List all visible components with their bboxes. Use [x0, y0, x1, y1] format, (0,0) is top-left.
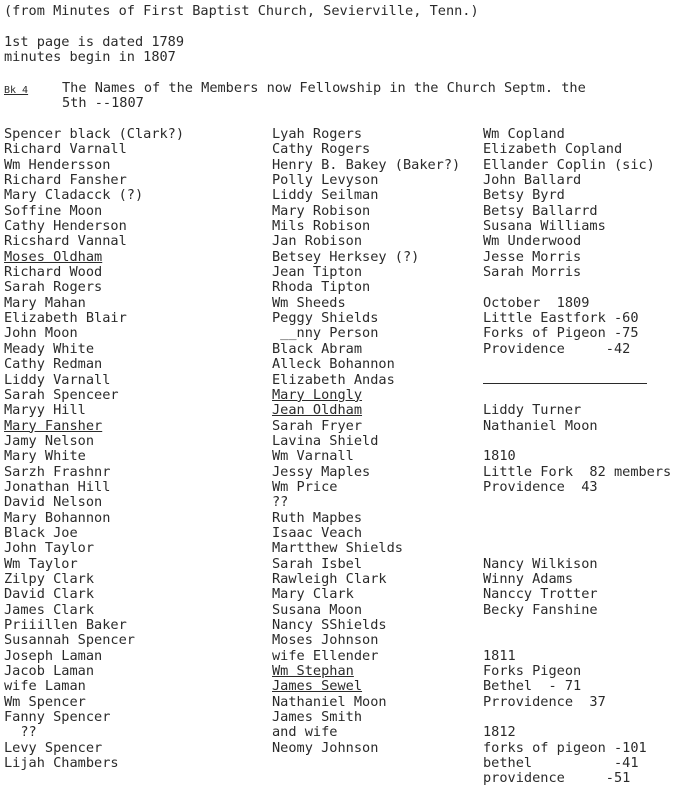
- page-reference: Bk 4: [4, 85, 29, 96]
- member-name: John Taylor: [4, 540, 95, 557]
- member-name: Rawleigh Clark: [272, 570, 387, 587]
- member-name: Rhoda Tipton: [272, 279, 371, 296]
- member-column-3: [483, 127, 671, 787]
- member-name: Mary Longly: [272, 386, 363, 403]
- member-name: Soffine Moon: [4, 202, 103, 219]
- member-name: James Smith: [272, 709, 363, 726]
- member-name: Cathy Rogers: [272, 141, 371, 158]
- member-name: Mils Robison: [272, 218, 371, 235]
- member-name: [483, 357, 671, 372]
- member-name: Liddy Varnall: [4, 371, 111, 388]
- member-name: Prrovidence 37: [483, 693, 606, 710]
- member-name: Elizabeth Andas: [272, 371, 395, 388]
- member-name: Bethel - 71: [483, 678, 582, 695]
- member-name: James Sewel: [272, 678, 363, 695]
- member-name: Mary White: [4, 448, 86, 465]
- member-name: Spencer black (Clark?): [4, 126, 185, 142]
- member-name: Ricshard Vannal: [4, 233, 127, 250]
- member-name: Meady White: [4, 340, 95, 357]
- member-name: [483, 434, 671, 449]
- date-note: 1st page is dated 1789: [4, 34, 185, 50]
- member-name: Mary Cladacck (?): [4, 187, 144, 204]
- member-name: Priiillen Baker: [4, 617, 127, 633]
- member-name: Henry B. Bakey (Baker?): [272, 156, 461, 173]
- member-name: Neomy Johnson: [272, 739, 379, 756]
- member-name: Little Eastfork -60: [483, 310, 639, 327]
- member-name: ??: [4, 724, 37, 741]
- member-name: Nanccy Trotter: [483, 586, 598, 603]
- member-name: Susana Williams: [483, 218, 606, 235]
- member-name: Becky Fanshine: [483, 601, 598, 618]
- member-name: Jean Oldham: [272, 402, 363, 419]
- member-name: John Ballard: [483, 172, 582, 189]
- member-name: Susana Moon: [272, 601, 363, 618]
- member-name: [483, 280, 671, 295]
- member-name: Polly Levyson: [272, 172, 379, 189]
- member-name: Elizabeth Blair: [4, 310, 127, 327]
- member-name: wife Ellender: [272, 647, 379, 664]
- member-name: Mary Fansher: [4, 417, 103, 434]
- member-name: Lijah Chambers: [4, 755, 119, 772]
- member-name: Mary Bohannon: [4, 509, 111, 526]
- member-name: forks of pigeon -101: [483, 739, 647, 756]
- member-name: __nny Person: [272, 325, 379, 342]
- member-name: Wm Underwood: [483, 233, 582, 250]
- member-name: Wm Copland: [483, 126, 565, 142]
- member-name: Sarah Rogers: [4, 279, 103, 296]
- member-name: Nancy SShields: [272, 617, 387, 633]
- member-name: Richard Varnall: [4, 141, 127, 158]
- member-name: Betsy Ballarrd: [483, 202, 598, 219]
- member-name: Joseph Laman: [4, 647, 103, 664]
- member-name: Richard Wood: [4, 264, 103, 281]
- member-name: Sarzh Frashnr: [4, 463, 111, 480]
- member-name: Wm Hendersson: [4, 156, 111, 173]
- member-name: Martthew Shields: [272, 540, 403, 557]
- member-name: [483, 541, 671, 556]
- member-column-1: [4, 127, 184, 771]
- source-note: (from Minutes of First Baptist Church, Sevierville, Tenn.): [4, 3, 479, 19]
- member-name: Wm Taylor: [4, 555, 78, 572]
- member-name: Fanny Spencer: [4, 709, 111, 726]
- member-name: Liddy Seilman: [272, 187, 379, 204]
- member-name: Wm Stephan: [272, 663, 354, 680]
- member-name: Isaac Veach: [272, 524, 363, 541]
- member-name: David Nelson: [4, 494, 103, 511]
- member-name: Mary Clark: [272, 586, 354, 603]
- member-name: Providence -42: [483, 340, 631, 357]
- member-name: Providence 43: [483, 478, 598, 495]
- member-name: James Clark: [4, 601, 95, 618]
- member-name: Jessy Maples: [272, 463, 371, 480]
- member-name: Jacob Laman: [4, 663, 95, 680]
- list-title: The Names of the Members now Fellowship in the Church Septm. the: [62, 80, 586, 96]
- member-name: Black Joe: [4, 524, 78, 541]
- member-name: Black Abram: [272, 340, 363, 357]
- member-name: Nancy Wilkison: [483, 555, 598, 572]
- member-name: [483, 710, 671, 725]
- member-name: Forks Pigeon: [483, 663, 582, 680]
- member-name: Winny Adams: [483, 570, 574, 587]
- member-name: John Moon: [4, 325, 78, 342]
- member-name: Betsey Herksey (?): [272, 248, 420, 265]
- member-name: Maryy Hill: [4, 402, 86, 419]
- member-name: October 1809: [483, 294, 590, 311]
- member-name: 1811: [483, 647, 516, 664]
- member-name: Liddy Turner: [483, 402, 582, 419]
- member-name: Alleck Bohannon: [272, 356, 395, 373]
- member-name: Elizabeth Copland: [483, 141, 623, 158]
- member-name: Betsy Byrd: [483, 187, 565, 204]
- member-column-2: [272, 127, 460, 756]
- member-name: Nathaniel Moon: [272, 693, 387, 710]
- member-name: Wm Spencer: [4, 693, 86, 710]
- member-name: David Clark: [4, 586, 95, 603]
- member-name: Forks of Pigeon -75: [483, 325, 639, 342]
- member-name: Peggy Shields: [272, 310, 379, 327]
- member-name: Moses Oldham: [4, 248, 103, 265]
- member-name: wife Laman: [4, 678, 86, 695]
- member-name: Jamy Nelson: [4, 432, 95, 449]
- member-name: ??: [272, 494, 289, 511]
- member-name: Jonathan Hill: [4, 478, 111, 495]
- member-name: bethel -41: [483, 755, 639, 772]
- member-name: 1810: [483, 448, 516, 465]
- member-name: Little Fork 82 members: [483, 463, 672, 480]
- member-name: Sarah Fryer: [272, 417, 363, 434]
- member-name: Susannah Spencer: [4, 632, 135, 649]
- member-name: Ellander Coplin (sic): [483, 156, 655, 173]
- minutes-note: minutes begin in 1807: [4, 49, 176, 65]
- member-name: Levy Spencer: [4, 739, 103, 756]
- member-name: Sarah Spenceer: [4, 386, 119, 403]
- member-name: Mary Mahan: [4, 294, 86, 311]
- member-name: Lavina Shield: [272, 432, 379, 449]
- member-name: Cathy Henderson: [4, 218, 127, 235]
- member-name: Mary Robison: [272, 202, 371, 219]
- member-name: Zilpy Clark: [4, 570, 95, 587]
- member-name: Jean Tipton: [272, 264, 363, 281]
- member-name: Sarah Isbel: [272, 555, 363, 572]
- member-name: Wm Varnall: [272, 448, 354, 465]
- member-name: [483, 633, 671, 648]
- member-name: Richard Fansher: [4, 172, 127, 189]
- member-name: Moses Johnson: [272, 632, 379, 649]
- member-name: [483, 526, 671, 541]
- member-name: Jesse Morris: [483, 248, 582, 265]
- member-name: providence -51: [483, 770, 631, 787]
- member-name: Sarah Morris: [483, 264, 582, 281]
- member-name: [483, 388, 671, 403]
- member-name: 1812: [483, 724, 516, 741]
- member-name: Ruth Mapbes: [272, 509, 363, 526]
- member-name: Nathaniel Moon: [483, 417, 598, 434]
- member-name: [483, 511, 671, 526]
- member-name: Lyah Rogers: [272, 126, 363, 142]
- member-name: [483, 373, 671, 388]
- member-name: [483, 618, 671, 633]
- member-name: Jan Robison: [272, 233, 363, 250]
- divider-line: [483, 375, 647, 384]
- list-title-date: 5th --1807: [62, 95, 144, 111]
- member-name: [483, 495, 671, 510]
- member-name: and wife: [272, 724, 338, 741]
- member-name: Wm Price: [272, 478, 338, 495]
- member-name: Cathy Redman: [4, 356, 103, 373]
- member-name: Wm Sheeds: [272, 294, 346, 311]
